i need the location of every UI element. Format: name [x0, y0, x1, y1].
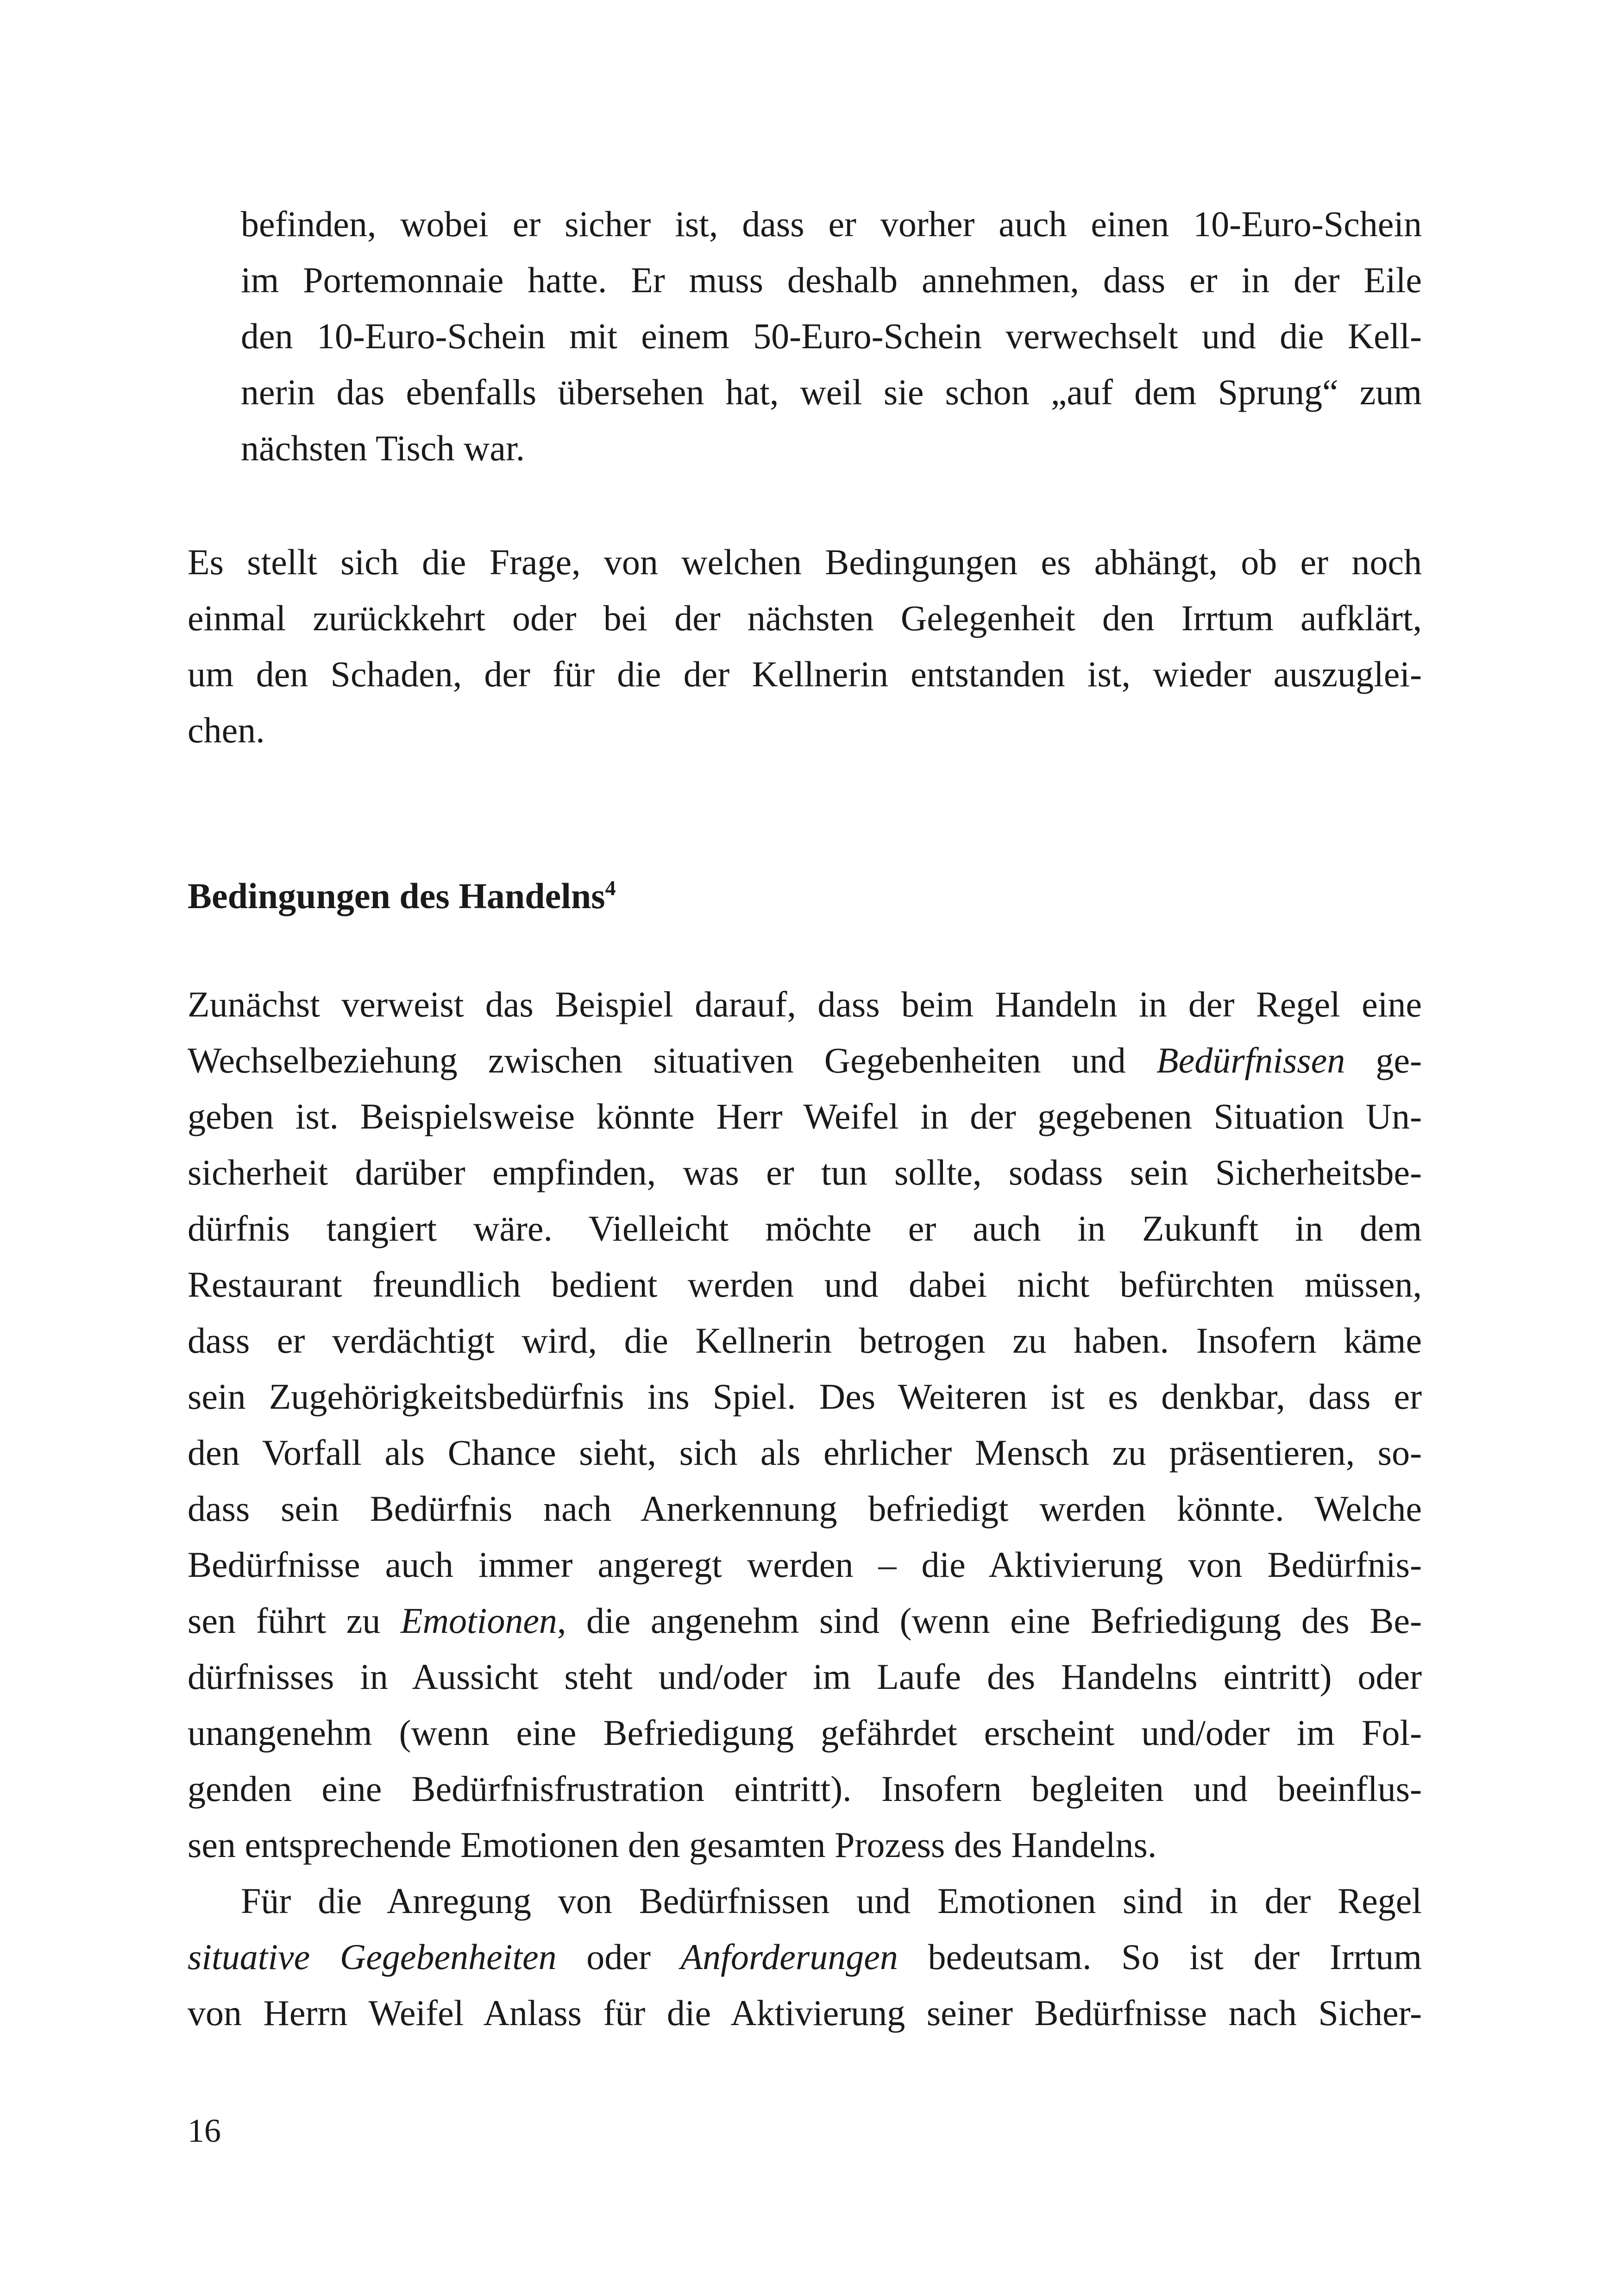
intro-line-1: befinden, wobei er sicher ist, dass er vorher auch einen 10-Euro-Schein: [241, 204, 1422, 244]
para2-line-2-a: Wechselbeziehung zwischen situativen Gegebenheiten und: [188, 1040, 1156, 1080]
para1-line-4: chen.: [188, 710, 265, 750]
para2-line-3: geben ist. Beispielsweise könnte Herr Weifel in der gegebenen Situation Un-: [188, 1096, 1422, 1136]
para2-line-5: dürfnis tangiert wäre. Vielleicht möchte er auch in Zukunft in dem: [188, 1208, 1422, 1248]
term-anforderungen: Anforderungen: [680, 1937, 898, 1977]
para2-line-12-b: , die angenehm sind (wenn eine Befriedigung des Be-: [557, 1600, 1422, 1641]
para2-line-6: Restaurant freundlich bedient werden und dabei nicht befürchten müssen,: [188, 1264, 1422, 1305]
para2-line-12: [188, 1600, 1422, 1641]
para3-line-2-mid: oder: [556, 1937, 681, 1977]
term-beduerfnissen: Bedürfnissen: [1156, 1040, 1345, 1080]
para3-line-1: Für die Anregung von Bedürfnissen und Emotionen sind in der Regel: [241, 1881, 1422, 1921]
para2-line-2: [188, 1042, 1422, 1079]
intro-line-2: im Portemonnaie hatte. Er muss deshalb annehmen, dass er in der Eile: [241, 260, 1422, 300]
para2-line-8: sein Zugehörigkeitsbedürfnis ins Spiel. Des Weiteren ist es denkbar, dass er: [188, 1376, 1422, 1417]
para2-line-16: sen entsprechende Emotionen den gesamten Prozess des Handelns.: [188, 1825, 1157, 1865]
para2-line-15: genden eine Bedürfnisfrustration eintritt). Insofern begleiten und beeinflus-: [188, 1769, 1422, 1809]
para2-line-9: den Vorfall als Chance sieht, sich als ehrlicher Mensch zu präsentieren, so-: [188, 1432, 1422, 1473]
footnote-marker[interactable]: 4: [605, 876, 616, 900]
term-situative-gegebenheiten: situative Gegebenheiten: [188, 1937, 557, 1977]
para3-line-2: [188, 1939, 1422, 1975]
para1-line-2: einmal zurückkehrt oder bei der nächsten Gelegenheit den Irrtum aufklärt,: [188, 598, 1422, 638]
term-emotionen: Emotionen: [401, 1600, 557, 1641]
para2-line-14: unangenehm (wenn eine Befriedigung gefährdet erscheint und/oder im Fol-: [188, 1713, 1422, 1753]
para2-line-4: sicherheit darüber empfinden, was er tun sollte, sodass sein Sicherheitsbe-: [188, 1152, 1422, 1192]
para2-line-2-b: ge-: [1345, 1040, 1422, 1080]
intro-line-3: den 10-Euro-Schein mit einem 50-Euro-Schein verwechselt und die Kell-: [241, 316, 1422, 356]
para1-line-1: Es stellt sich die Frage, von welchen Bedingungen es abhängt, ob er noch: [188, 542, 1422, 582]
intro-line-5: nächsten Tisch war.: [241, 428, 525, 468]
section-heading: [188, 878, 616, 914]
para3-line-3: von Herrn Weifel Anlass für die Aktivierung seiner Bedürfnisse nach Sicher-: [188, 1993, 1422, 2033]
para3-line-2-b: bedeutsam. So ist der Irrtum: [898, 1937, 1422, 1977]
section-heading-text: Bedingungen des Handelns: [188, 876, 605, 916]
para1-line-3: um den Schaden, der für die der Kellnerin entstanden ist, wieder auszuglei-: [188, 654, 1422, 694]
para2-line-1: Zunächst verweist das Beispiel darauf, dass beim Handeln in der Regel eine: [188, 984, 1422, 1024]
para2-line-7: dass er verdächtigt wird, die Kellnerin betrogen zu haben. Insofern käme: [188, 1320, 1422, 1361]
para2-line-11: Bedürfnisse auch immer angeregt werden – die Aktivierung von Bedürfnis-: [188, 1544, 1422, 1585]
para2-line-10: dass sein Bedürfnis nach Anerkennung befriedigt werden könnte. Welche: [188, 1488, 1422, 1529]
page-number: 16: [188, 2112, 221, 2149]
para2-line-12-a: sen führt zu: [188, 1600, 401, 1641]
intro-line-4: nerin das ebenfalls übersehen hat, weil sie schon „auf dem Sprung“ zum: [241, 372, 1422, 412]
para2-line-13: dürfnisses in Aussicht steht und/oder im Laufe des Handelns eintritt) oder: [188, 1656, 1422, 1697]
